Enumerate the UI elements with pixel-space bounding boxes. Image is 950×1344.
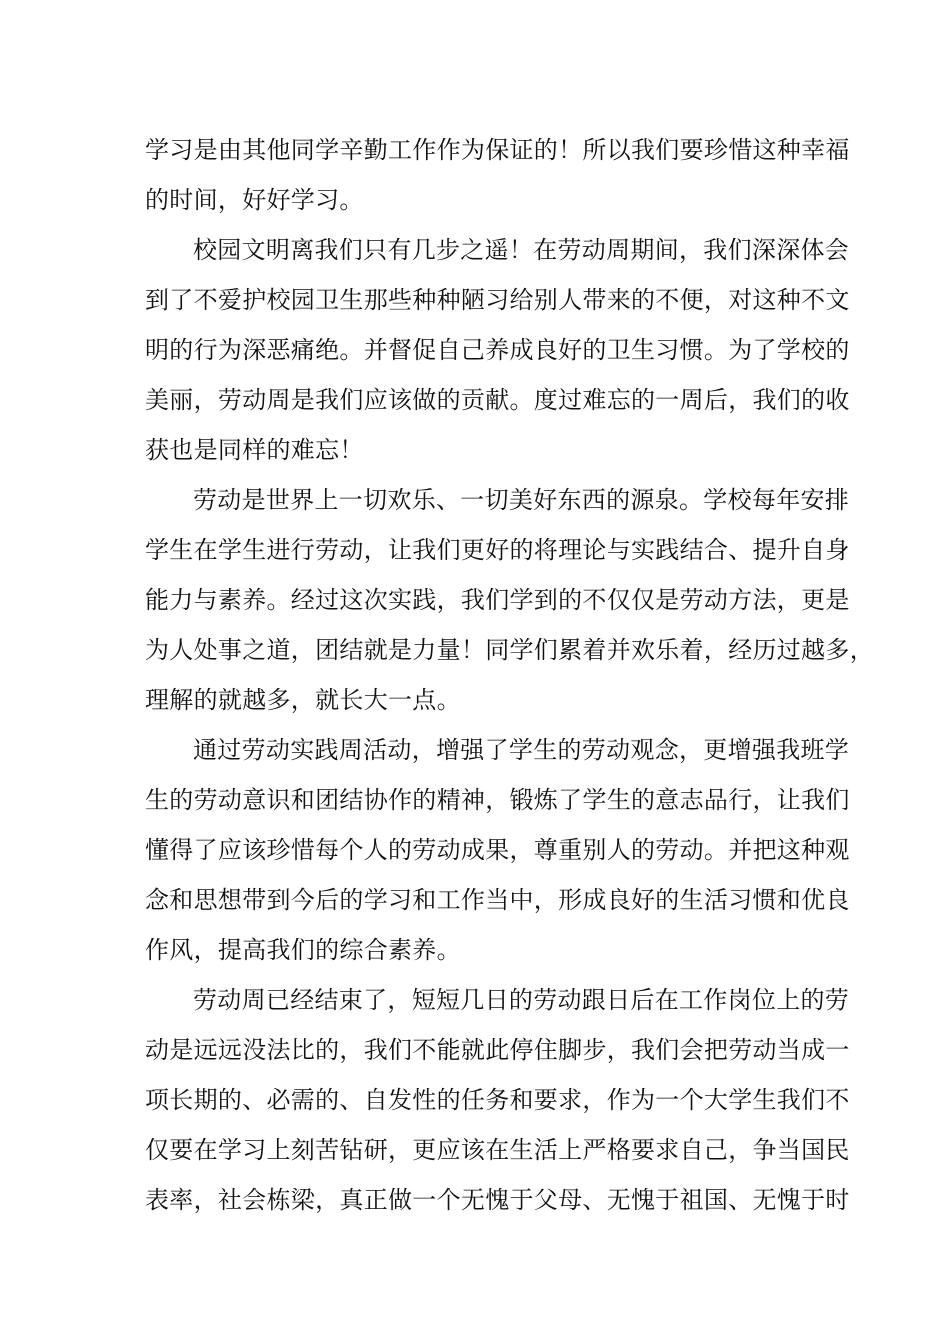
- paragraph-4-line-2: 生的劳动意识和团结协作的精神，锻炼了学生的意志品行，让我们: [145, 786, 850, 814]
- paragraph-3-line-1: 劳动是世界上一切欢乐、一切美好东西的源泉。学校每年安排: [193, 486, 850, 514]
- paragraph-2-line-4: 美丽，劳动周是我们应该做的贡献。度过难忘的一周后，我们的收: [145, 386, 850, 414]
- paragraph-2-line-2: 到了不爱护校园卫生那些种种陋习给别人带来的不便，对这种不文: [145, 286, 850, 314]
- paragraph-3-line-4: 为人处事之道，团结就是力量！同学们累着并欢乐着，经历过越多，: [145, 636, 874, 664]
- paragraph-2-line-5: 获也是同样的难忘！: [145, 436, 364, 464]
- paragraph-5-line-5: 表率，社会栋梁，真正做一个无愧于父母、无愧于祖国、无愧于时: [145, 1186, 850, 1214]
- paragraph-1-line-2: 的时间，好好学习。: [145, 186, 364, 214]
- paragraph-4-line-4: 念和思想带到今后的学习和工作当中，形成良好的生活习惯和优良: [145, 886, 850, 914]
- paragraph-3-line-2: 学生在学生进行劳动，让我们更好的将理论与实践结合、提升自身: [145, 536, 850, 564]
- paragraph-4-line-3: 懂得了应该珍惜每个人的劳动成果，尊重别人的劳动。并把这种观: [145, 836, 850, 864]
- paragraph-5-line-2: 动是远远没法比的，我们不能就此停住脚步，我们会把劳动当成一: [145, 1036, 850, 1064]
- paragraph-5-line-1: 劳动周已经结束了，短短几日的劳动跟日后在工作岗位上的劳: [193, 986, 850, 1014]
- paragraph-2-line-1: 校园文明离我们只有几步之遥！在劳动周期间，我们深深体会: [193, 236, 850, 264]
- paragraph-3-line-5: 理解的就越多，就长大一点。: [145, 686, 461, 714]
- paragraph-4-line-1: 通过劳动实践周活动，增强了学生的劳动观念，更增强我班学: [193, 736, 850, 764]
- paragraph-5-line-3: 项长期的、必需的、自发性的任务和要求，作为一个大学生我们不: [145, 1086, 850, 1114]
- paragraph-3-line-3: 能力与素养。经过这次实践，我们学到的不仅仅是劳动方法，更是: [145, 586, 850, 614]
- paragraph-5-line-4: 仅要在学习上刻苦钻研，更应该在生活上严格要求自己，争当国民: [145, 1136, 850, 1164]
- paragraph-1-line-1: 学习是由其他同学辛勤工作作为保证的！所以我们要珍惜这种幸福: [145, 136, 850, 164]
- paragraph-2-line-3: 明的行为深恶痛绝。并督促自己养成良好的卫生习惯。为了学校的: [145, 336, 850, 364]
- paragraph-4-line-5: 作风，提高我们的综合素养。: [145, 936, 461, 964]
